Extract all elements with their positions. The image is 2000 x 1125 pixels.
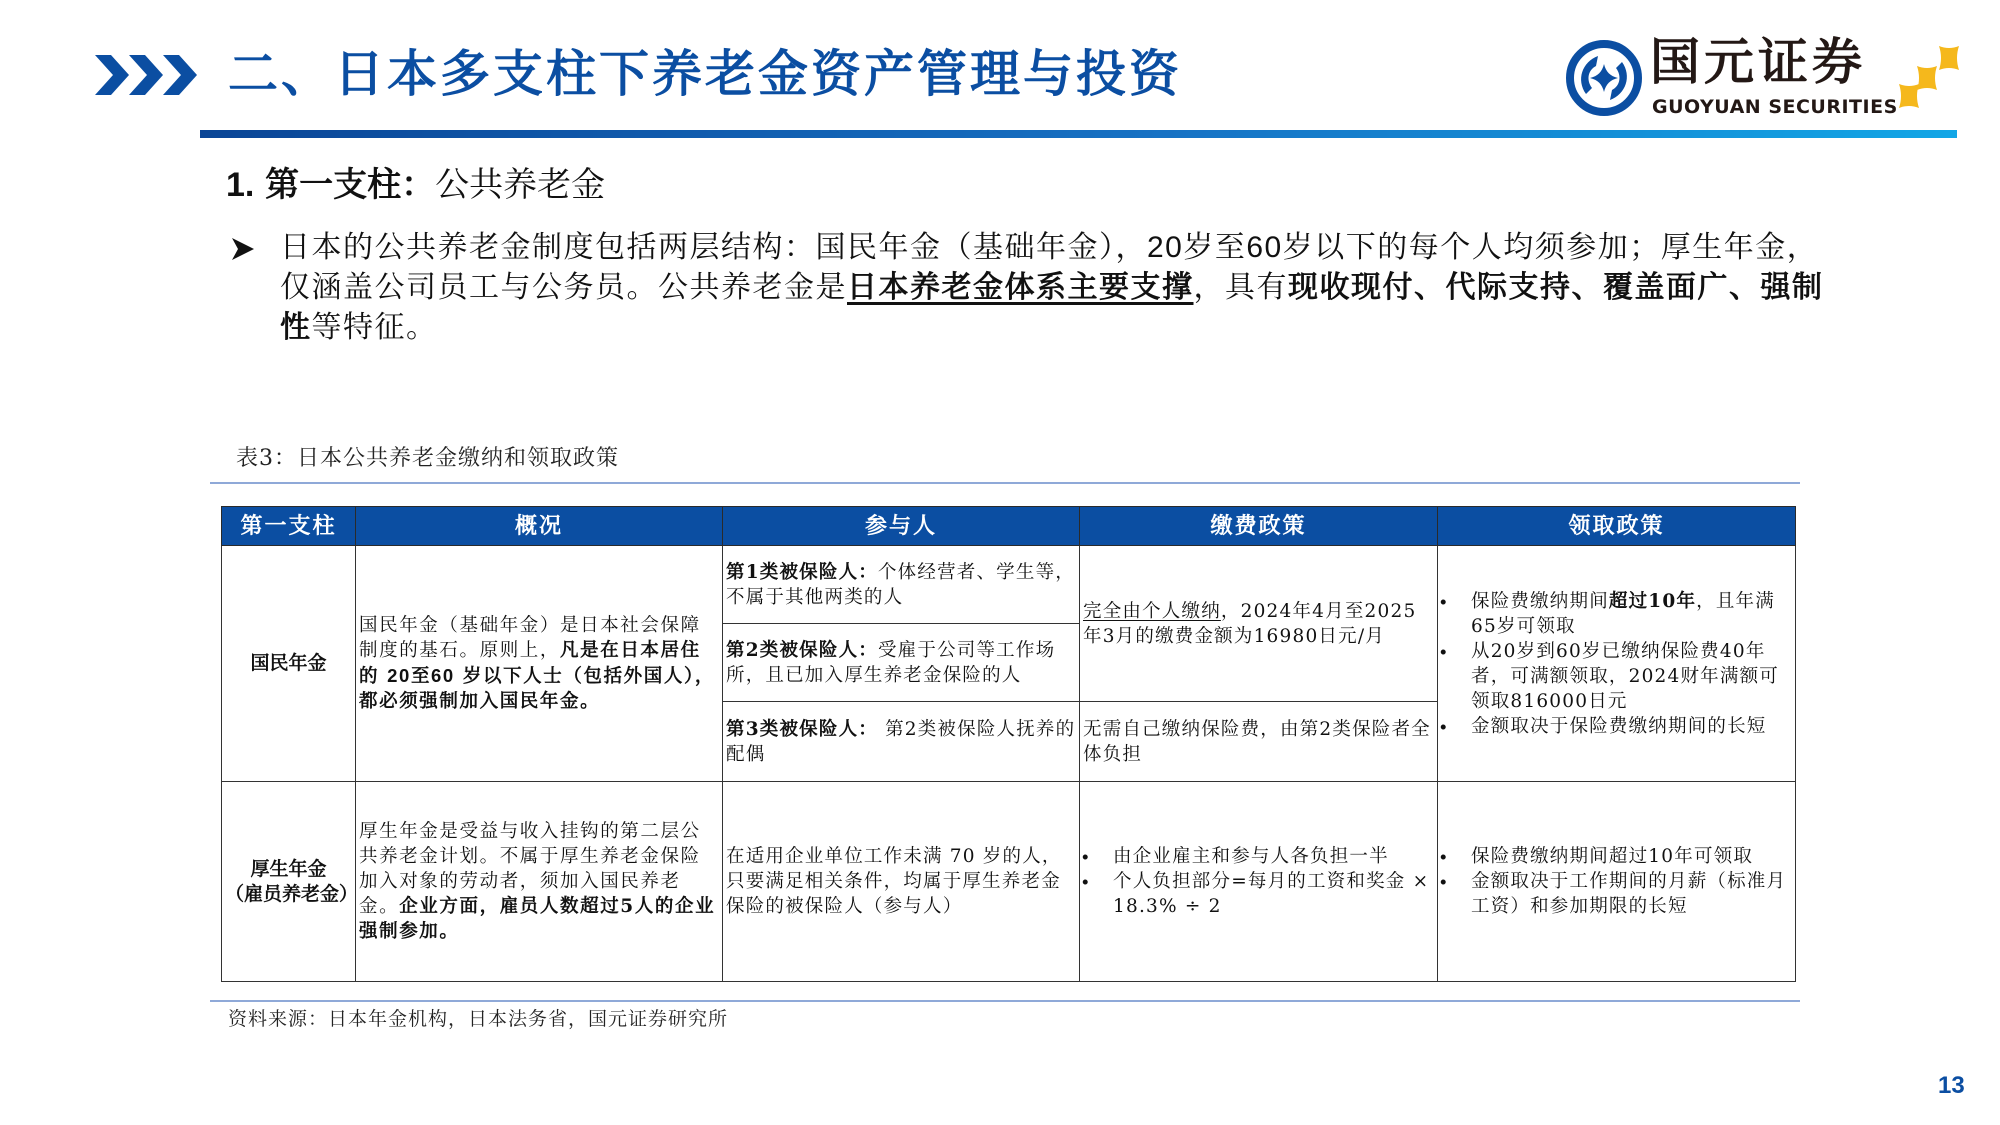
overview-bold: 至 xyxy=(410,666,432,687)
contribution-underlined: 完全由个人缴纳 xyxy=(1083,600,1221,622)
source-divider xyxy=(210,1000,1800,1002)
participant-cell: 在适用企业单位工作未满 70 岁的人，只要满足相关条件，均属于厚生养老金保险的被保险人（参与人） xyxy=(723,782,1080,982)
contribution-item: • 个人负担部分=每月的工资和奖金 × 18.3% ÷ 2 xyxy=(1083,869,1434,919)
intro-text: ，具有 xyxy=(1193,270,1288,305)
pillar-subname: （雇员养老金） xyxy=(225,882,359,905)
overview-bold: 岁以下人士（包括外国人），都必须强制加入国民年金。 xyxy=(359,666,715,712)
overview-cell xyxy=(356,782,723,982)
column-header: 领取政策 xyxy=(1438,507,1796,546)
table-header-row xyxy=(222,507,1796,546)
caption-divider xyxy=(210,482,1800,484)
intro-number: 20 xyxy=(1147,231,1184,264)
overview-text: 厚生年金是受益与收入挂钩的第二层公共养老金计划。不属于厚生养老金保险加入对象的劳动者，须加入国民养老金。 xyxy=(359,821,701,917)
participant-text: 受雇于公司等工作场所，且已加入厚生养老金保险的人 xyxy=(726,639,1056,686)
overview-text: 国民年金（基础年金）是日本社会保障制度的基石。原则上， xyxy=(359,615,701,661)
contribution-item: • 由企业雇主和参与人各负担一半 xyxy=(1083,844,1434,869)
pillar-name: 厚生年金 xyxy=(250,857,327,880)
intro-emphasis-bold: 现收现付、代际支持、覆盖面广、强制性 xyxy=(280,270,1824,345)
column-header: 缴费政策 xyxy=(1080,507,1438,546)
benefit-item xyxy=(1441,639,1792,714)
section-title-rest: 公共养老金 xyxy=(435,165,606,205)
participant-cell xyxy=(723,624,1080,702)
logo-name-cn: 国元证券 xyxy=(1650,33,1866,91)
chevron-arrows-icon xyxy=(95,55,203,95)
overview-cell xyxy=(356,546,723,782)
overview-number: 20 xyxy=(387,665,411,686)
intro-paragraph xyxy=(280,228,1840,348)
participant-text: 第2类被保险人抚养的配偶 xyxy=(726,718,1076,765)
benefit-cell xyxy=(1438,546,1796,782)
contribution-list xyxy=(1083,844,1434,919)
participant-text: 个体经营者、学生等，不属于其他两类的人 xyxy=(726,561,1075,608)
title-underline-bar xyxy=(200,130,1957,138)
intro-number: 60 xyxy=(1246,231,1283,264)
contribution-text: ，2024年4月至2025年3月的缴费金额为16980日元/月 xyxy=(1083,600,1417,647)
arrow-bullet-icon xyxy=(232,238,254,260)
pension-policy-table xyxy=(221,506,1796,982)
participant-label: 第2类被保险人： xyxy=(726,639,878,661)
contribution-cell xyxy=(1080,546,1438,702)
section-number: 1. xyxy=(226,166,255,204)
benefit-item xyxy=(1441,714,1792,739)
benefit-item: • 金额取决于工作期间的月薪（标准月工资）和参加期限的长短 xyxy=(1441,869,1792,919)
section-title-bold: 第一支柱： xyxy=(265,165,436,205)
benefit-text: 从20岁到60岁已缴纳保险费40年者，可满额领取，2024财年满额可领取816000日元 xyxy=(1471,640,1779,712)
table-row xyxy=(222,782,1796,982)
intro-text: 日本的公共养老金制度包括两层结构：国民年金（基础年金）， xyxy=(280,230,1147,265)
benefit-bold: 超过10年 xyxy=(1608,590,1697,612)
column-header: 概况 xyxy=(356,507,723,546)
overview-bold: 凡是在日本居住的 xyxy=(359,640,701,687)
column-header: 第一支柱 xyxy=(222,507,356,546)
contribution-cell xyxy=(1080,702,1438,782)
participant-cell xyxy=(723,702,1080,782)
table-row xyxy=(222,546,1796,624)
intro-text: 等特征。 xyxy=(311,310,438,345)
benefit-cell xyxy=(1438,782,1796,982)
benefit-text: 金额取决于保险费缴纳期间的长短 xyxy=(1471,715,1767,737)
company-logo xyxy=(1560,33,1970,120)
benefit-item xyxy=(1441,589,1792,639)
page-number: 13 xyxy=(1938,1072,1965,1099)
pillar-cell xyxy=(222,782,359,982)
intro-text: 岁至 xyxy=(1183,230,1247,265)
intro-emphasis-underlined: 日本养老金体系主要支撑 xyxy=(847,270,1194,305)
benefit-text: ，且年满65岁可领取 xyxy=(1471,590,1775,637)
column-header: 参与人 xyxy=(723,507,1080,546)
source-note: 资料来源：日本年金机构，日本法务省，国元证券研究所 xyxy=(228,1008,729,1030)
section-heading xyxy=(226,163,605,207)
contribution-cell xyxy=(1080,782,1438,982)
participant-label: 第1类被保险人： xyxy=(726,561,878,583)
benefit-text: 保险费缴纳期间 xyxy=(1471,590,1609,612)
page-title: 二、日本多支柱下养老金资产管理与投资 xyxy=(228,44,1182,103)
benefit-list xyxy=(1441,844,1792,919)
table-caption: 表3：日本公共养老金缴纳和领取政策 xyxy=(236,446,619,471)
overview-bold: 企业方面，雇员人数超过5人的企业强制参加。 xyxy=(359,896,716,942)
pillar-cell: 国民年金 xyxy=(222,546,356,782)
overview-number: 60 xyxy=(431,665,455,686)
participant-label: 第3类被保险人： xyxy=(726,718,878,740)
benefit-list xyxy=(1441,589,1792,739)
intro-text: 岁以下的每个人均须参加；厚生年金，仅涵盖公司员工与公务员。公共养老金是 xyxy=(280,230,1819,305)
gold-stars-icon xyxy=(1895,44,1967,116)
participant-cell xyxy=(723,546,1080,624)
logo-name-en: GUOYUAN SECURITIES xyxy=(1652,96,1898,118)
contribution-text: 无需自己缴纳保险费，由第2类保险者全体负担 xyxy=(1083,718,1431,765)
benefit-item: • 保险费缴纳期间超过10年可领取 xyxy=(1441,844,1792,869)
guoyuan-logo-mark-icon xyxy=(1566,40,1642,116)
